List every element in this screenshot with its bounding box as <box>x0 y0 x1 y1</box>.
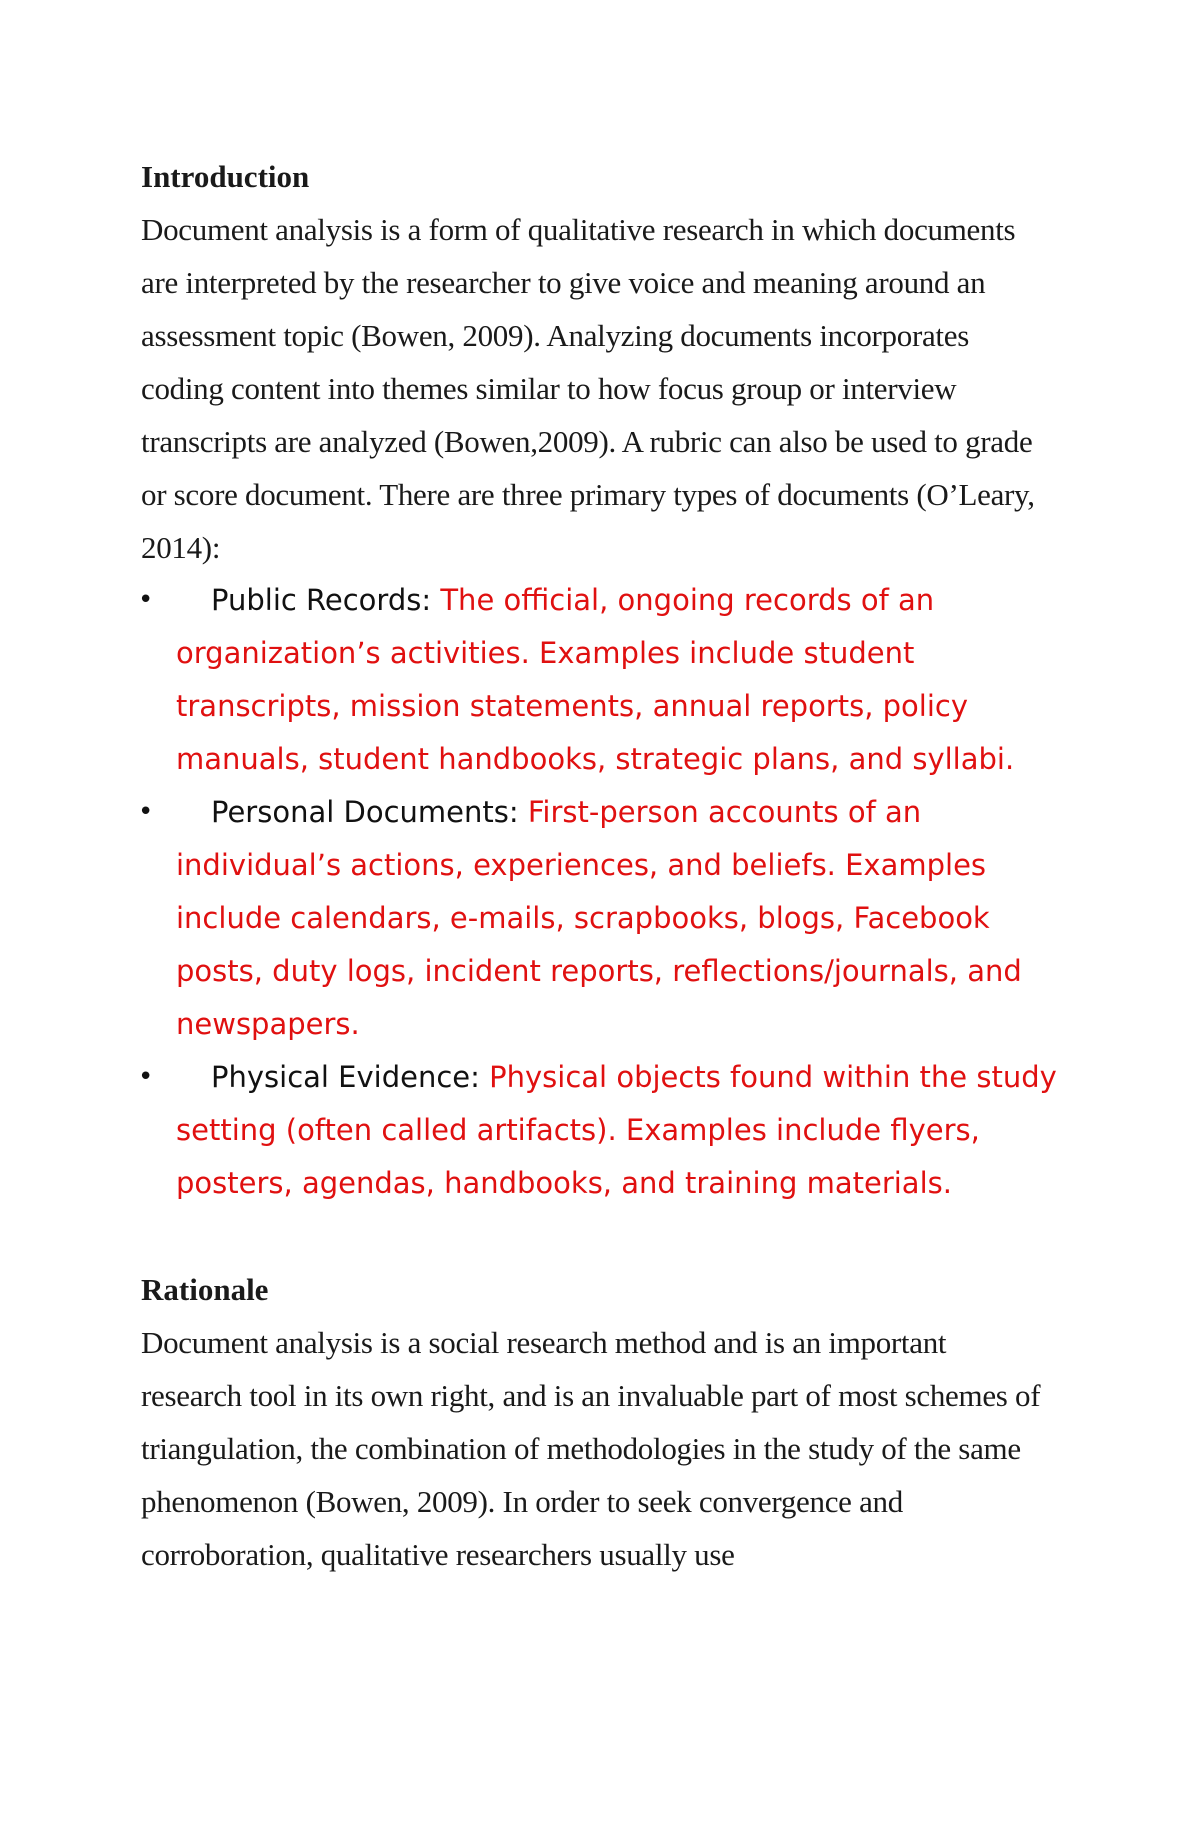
bullet-icon: • <box>138 1062 154 1092</box>
rationale-heading: Rationale <box>141 1272 269 1307</box>
list-item-description: The official, ongoing records of an organization’s activities. Examples include student transcripts, mission statements, annual reports, policy manuals, student handbooks, strategic plans, and syllabi. <box>176 583 1015 776</box>
introduction-paragraph: Document analysis is a form of qualitative research in which documents are interpreted by the researcher to give voice and meaning around an assessment topic (Bowen, 2009). Analyzing documents incorporates coding content into themes similar to how focus group or interview transcripts are analyzed (Bowen,2009). A rubric can also be used to grade or score document. There are three primary types of documents (O’Leary, 2014): <box>141 212 1035 565</box>
list-item-term: Physical Evidence: <box>211 1060 480 1094</box>
list-item-term: Public Records: <box>211 583 432 617</box>
document-page <box>138 150 1071 1581</box>
section-spacer <box>141 1210 1071 1263</box>
list-item-physical-evidence <box>138 1051 1076 1210</box>
list-item-personal-documents <box>138 786 1076 1051</box>
list-item-public-records <box>138 574 1076 786</box>
document-types-list <box>138 574 1071 1210</box>
list-item-term: Personal Documents: <box>211 795 519 829</box>
list-item-description: First-person accounts of an individual’s actions, experiences, and beliefs. Examples include calendars, e-mails, scrapbooks, blogs, Facebook posts, duty logs, incident reports, reflections/journals, and newspapers. <box>176 795 1022 1041</box>
rationale-paragraph: Document analysis is a social research method and is an important research tool in its own right, and is an invaluable part of most schemes of triangulation, the combination of methodologies in the study of the same phenomenon (Bowen, 2009). In order to seek convergence and corroboration, qualitative researchers usually use <box>141 1325 1041 1572</box>
list-item-description: Physical objects found within the study setting (often called artifacts). Examples include flyers, posters, agendas, handbooks, and training materials. <box>176 1060 1057 1200</box>
introduction-heading: Introduction <box>141 159 310 194</box>
bullet-icon: • <box>138 797 154 827</box>
bullet-icon: • <box>138 585 154 615</box>
